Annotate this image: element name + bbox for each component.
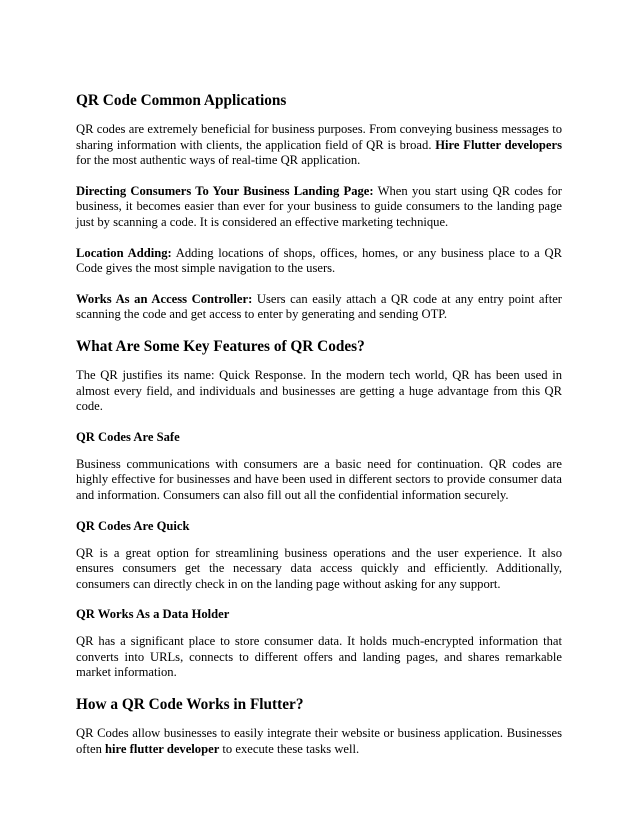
subheading-quick: QR Codes Are Quick (76, 518, 190, 533)
subheading-data-holder: QR Works As a Data Holder (76, 607, 230, 622)
intro-text: QR codes are extremely beneficial for business purposes. From conveying business messages to sharing information with clients, the application field of QR is broad. (76, 122, 562, 152)
paragraph-intro (76, 122, 562, 169)
paragraph-data-holder: QR has a significant place to store consumer data. It holds much-encrypted information that converts into URLs, connects to different offers and landing pages, and shares remarkable market information. (76, 634, 562, 680)
heading-common-applications: QR Code Common Applications (76, 92, 287, 109)
paragraph-key-features-intro: The QR justifies its name: Quick Response. In the modern tech world, QR has been used in almost every field, and individuals and businesses are getting a huge advantage from this QR code. (76, 367, 562, 414)
paragraph-flutter (76, 726, 562, 757)
hire-flutter-developers-link: Hire Flutter developers (435, 137, 562, 152)
paragraph-location-adding (76, 246, 562, 277)
paragraph-landing-page (76, 184, 562, 231)
flutter-text: QR Codes allow businesses to easily integrate their website or business application. Businesses often (76, 726, 562, 756)
intro-tail: for the most authentic ways of real-time QR application. (76, 153, 361, 168)
heading-key-features: What Are Some Key Features of QR Codes? (76, 337, 365, 355)
heading-flutter: How a QR Code Works in Flutter? (76, 696, 304, 714)
location-adding-term: Location Adding: (76, 245, 172, 260)
document-page (76, 92, 562, 772)
landing-page-text: When you start using QR codes for business, it becomes easier than ever for your business to guide consumers to the landing page just by scanning a code. It is considered an effective marketing technique. (76, 183, 562, 229)
paragraph-safe: Business communications with consumers are a basic need for continuation. QR codes are highly effective for businesses and have been used in different sectors to provide consumer data and information. Consumers can also fill out all the confidential information securely. (76, 456, 562, 502)
flutter-tail: to execute these tasks well. (219, 741, 360, 756)
access-controller-term: Works As an Access Controller: (76, 291, 253, 306)
paragraph-quick: QR is a great option for streamlining business operations and the user experience. It also ensures consumers get the necessary data access quickly and efficiently. Additionally, consumers can directly check in on the landing page without asking for any support. (76, 545, 562, 591)
landing-page-term: Directing Consumers To Your Business Landing Page: (76, 183, 374, 198)
access-controller-text: Users can easily attach a QR code at any entry point after scanning the code and get access to enter by generating and sending OTP. (76, 291, 562, 322)
paragraph-access-controller (76, 292, 562, 323)
location-adding-text: Adding locations of shops, offices, homes, or any business place to a QR Code gives the most simple navigation to the users. (76, 245, 562, 276)
hire-flutter-developer-link: hire flutter developer (105, 741, 220, 756)
subheading-safe: QR Codes Are Safe (76, 429, 180, 444)
